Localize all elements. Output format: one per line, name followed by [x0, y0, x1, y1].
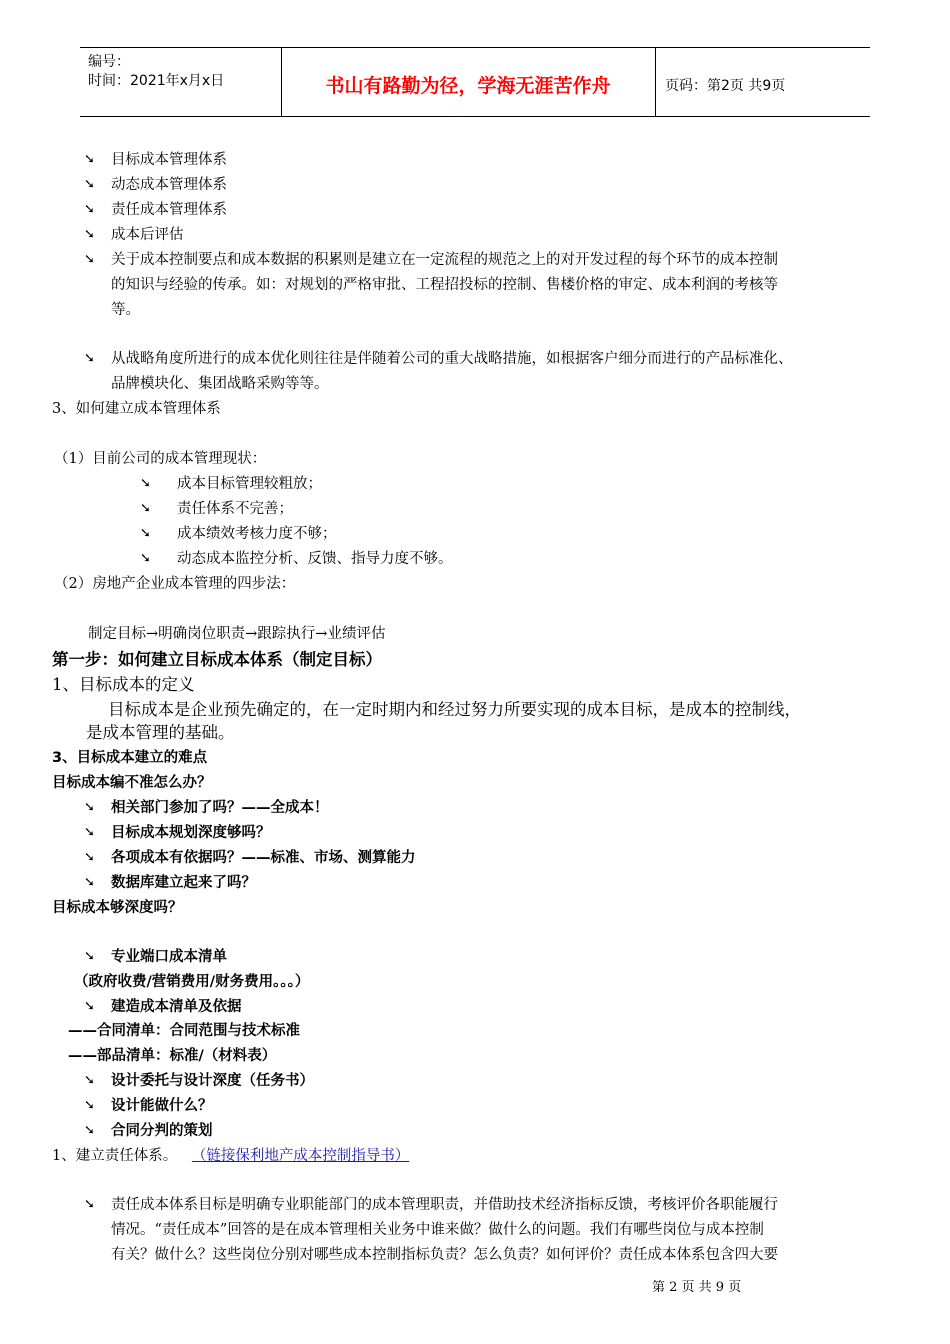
list-item: 建造成本清单及依据	[111, 999, 242, 1015]
paragraph-line: 责任成本体系目标是明确专业职能部门的成本管理职责，并借助技术经济指标反馈，考核评价各职能履行	[111, 1197, 778, 1213]
header-motto: 书山有路勤为径，学海无涯苦作舟	[325, 75, 611, 97]
list-item: 数据库建立起来了吗？	[111, 875, 256, 891]
paragraph-line: 情况。“责任成本”回答的是在成本管理相关业务中谁来做？做什么的问题。我们有哪些岗位与成本控制	[111, 1222, 764, 1238]
arrow-bullet-icon: ➘	[84, 177, 95, 192]
paragraph-line: 有关？做什么？这些岗位分别对哪些成本控制指标负责？怎么负责？如何评价？责任成本体系包含四大要	[111, 1247, 778, 1263]
list-item: 目标成本规划深度够吗？	[111, 825, 271, 841]
list-subitem: （政府收费/营销费用/财务费用。。。）	[74, 974, 310, 990]
arrow-bullet-icon: ➘	[84, 1197, 95, 1212]
paragraph-line: 从战略角度所进行的成本优化则往往是伴随着公司的重大战略措施，如根据客户细分而进行的产品标准化、	[111, 351, 793, 367]
arrow-bullet-icon: ➘	[84, 152, 95, 167]
list-subitem: ——合同清单：合同范围与技术标准	[68, 1023, 300, 1039]
list-item: 动态成本管理体系	[111, 177, 227, 193]
arrow-bullet-icon: ➘	[140, 551, 151, 566]
arrow-bullet-icon: ➘	[84, 850, 95, 865]
arrow-bullet-icon: ➘	[84, 949, 95, 964]
header-bottom-rule	[80, 116, 870, 117]
header-top-rule	[80, 47, 870, 48]
list-item: 相关部门参加了吗？——全成本！	[111, 800, 329, 816]
question-heading: 目标成本够深度吗？	[52, 900, 183, 916]
paragraph-line: 是成本管理的基础。	[86, 723, 235, 742]
list-item: 责任成本管理体系	[111, 202, 227, 218]
header-page-info: 页码：第2页 共9页	[665, 78, 786, 94]
guide-link[interactable]: （链接保利地产成本控制指导书）	[191, 1148, 410, 1164]
arrow-bullet-icon: ➘	[84, 999, 95, 1014]
list-item: 成本绩效考核力度不够；	[177, 526, 337, 542]
page-footer: 第 2 页 共 9 页	[652, 1280, 742, 1295]
subsection-heading: （1）目前公司的成本管理现状：	[54, 451, 267, 467]
header-divider	[655, 47, 656, 117]
arrow-bullet-icon: ➘	[84, 1073, 95, 1088]
list-item: 成本目标管理较粗放；	[177, 476, 322, 492]
section-heading-text: 1、建立责任体系。	[52, 1148, 178, 1164]
question-heading: 目标成本编不准怎么办？	[52, 775, 212, 791]
paragraph-line: 等。	[111, 302, 140, 318]
subsection-heading: （2）房地产企业成本管理的四步法：	[54, 576, 296, 592]
paragraph-line: 关于成本控制要点和成本数据的积累则是建立在一定流程的规范之上的对开发过程的每个环节的成本控制	[111, 252, 778, 268]
list-item: 各项成本有依据吗？——标准、市场、测算能力	[111, 850, 416, 866]
list-item: 合同分判的策划	[111, 1123, 213, 1139]
list-item: 成本后评估	[111, 227, 184, 243]
section-heading	[52, 1146, 409, 1166]
list-item: 设计委托与设计深度（任务书）	[111, 1073, 314, 1089]
section-heading: 3、如何建立成本管理体系	[52, 401, 221, 417]
arrow-bullet-icon: ➘	[84, 1098, 95, 1113]
arrow-bullet-icon: ➘	[140, 501, 151, 516]
list-item: 责任体系不完善；	[177, 501, 293, 517]
section-heading: 1、目标成本的定义	[52, 675, 195, 694]
paragraph-line: 目标成本是企业预先确定的，在一定时期内和经过努力所要实现的成本目标，是成本的控制线，	[108, 700, 801, 719]
arrow-bullet-icon: ➘	[140, 476, 151, 491]
paragraph-line: 品牌模块化、集团战略采购等等。	[111, 376, 329, 392]
paragraph-line: 的知识与经验的传承。如：对规划的严格审批、工程招投标的控制、售楼价格的审定、成本利润的考核等	[111, 277, 778, 293]
arrow-bullet-icon: ➘	[84, 227, 95, 242]
list-item: 专业端口成本清单	[111, 949, 227, 965]
arrow-bullet-icon: ➘	[84, 202, 95, 217]
header-number: 编号：	[88, 54, 130, 70]
arrow-bullet-icon: ➘	[84, 351, 95, 366]
list-item: 动态成本监控分析、反馈、指导力度不够。	[177, 551, 453, 567]
step-heading: 第一步：如何建立目标成本体系（制定目标）	[52, 650, 382, 669]
arrow-bullet-icon: ➘	[140, 526, 151, 541]
arrow-bullet-icon: ➘	[84, 825, 95, 840]
arrow-bullet-icon: ➘	[84, 800, 95, 815]
header-meta	[88, 53, 224, 91]
header-time: 时间：2021年x月x日	[88, 73, 225, 89]
section-heading: 3、目标成本建立的难点	[52, 750, 208, 766]
process-flow: 制定目标→明确岗位职责→跟踪执行→业绩评估	[88, 626, 386, 642]
list-item: 目标成本管理体系	[111, 152, 227, 168]
list-subitem: ——部品清单：标准/（材料表）	[68, 1048, 277, 1064]
arrow-bullet-icon: ➘	[84, 875, 95, 890]
list-item: 设计能做什么？	[111, 1098, 213, 1114]
arrow-bullet-icon: ➘	[84, 1123, 95, 1138]
arrow-bullet-icon: ➘	[84, 252, 95, 267]
page-header	[80, 47, 870, 117]
